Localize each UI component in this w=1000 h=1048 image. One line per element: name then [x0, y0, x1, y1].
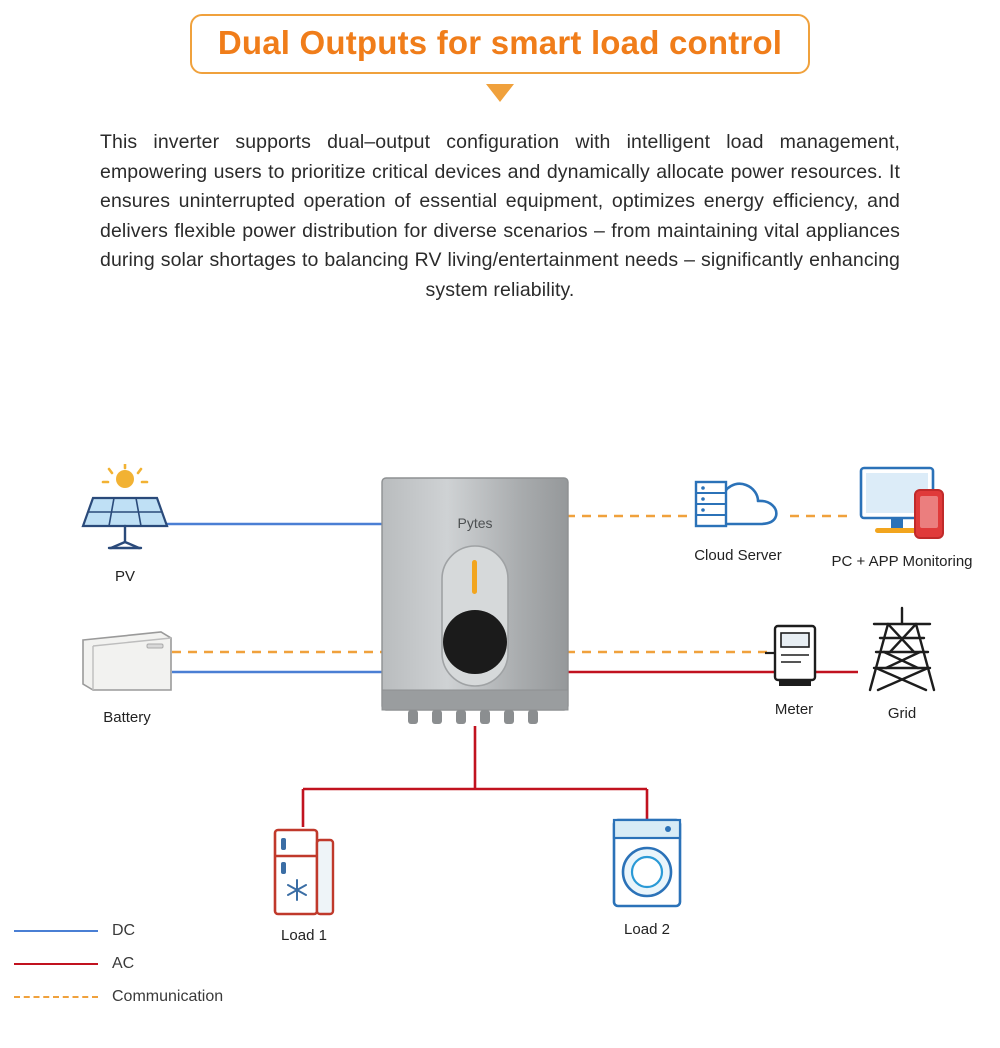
- node-load-2: [596, 814, 698, 938]
- node-label-grid: Grid: [887, 705, 917, 722]
- node-load-1: [262, 826, 346, 944]
- legend-swatch-dc: [14, 930, 98, 932]
- legend-label-dc: DC: [112, 921, 136, 939]
- node-label-cloud-server: Cloud Server: [694, 547, 782, 564]
- node-monitoring: [812, 462, 992, 570]
- battery-cabinet-icon: [75, 622, 179, 705]
- node-label-battery: Battery: [103, 709, 151, 726]
- header: [0, 14, 1000, 74]
- page-title: Dual Outputs for smart load control: [190, 14, 810, 74]
- intro-paragraph: This inverter supports dual–output configuration with intelligent load management, empowering users to prioritize critical devices and dynamically allocate power resources. It ensures uninterrupted operation of essential equipment, optimizes energy efficiency, and delivers flexible power distribution for diverse scenarios – from maintaining vital appliances during solar shortages to balancing RV living/entertainment needs – significantly enhancing system reliability.: [100, 131, 900, 301]
- legend-swatch-ac: [14, 963, 98, 965]
- transmission-tower-icon: [852, 604, 952, 701]
- node-meter: [752, 622, 836, 718]
- node-grid: [850, 604, 954, 722]
- legend-item-dc: [14, 914, 223, 947]
- inverter-brand-label: Pytes: [457, 515, 493, 531]
- node-inverter: [380, 476, 570, 731]
- system-diagram: [0, 414, 1000, 1048]
- washing-machine-icon: [604, 814, 690, 917]
- node-cloud-server: [682, 466, 794, 564]
- node-label-pv: PV: [114, 568, 135, 585]
- node-label-monitoring: PC + APP Monitoring: [831, 553, 973, 570]
- legend-item-communication: [14, 980, 223, 1013]
- node-battery: [68, 622, 186, 726]
- node-label-load-2: Load 2: [624, 921, 670, 938]
- node-label-load-1: Load 1: [281, 927, 327, 944]
- legend-swatch-communication: [14, 996, 98, 998]
- node-label-meter: Meter: [774, 701, 814, 718]
- node-pv: [70, 464, 180, 585]
- solar-panel-icon: [75, 464, 175, 564]
- legend-label-ac: AC: [112, 954, 135, 972]
- legend-item-ac: [14, 947, 223, 980]
- chevron-down-icon: [0, 80, 1000, 106]
- monitor-phone-icon: [847, 462, 957, 549]
- legend: [14, 914, 223, 1013]
- cloud-server-icon: [684, 466, 792, 543]
- refrigerator-icon: [267, 826, 341, 923]
- electric-meter-icon: [763, 622, 825, 697]
- legend-label-communication: Communication: [112, 987, 224, 1005]
